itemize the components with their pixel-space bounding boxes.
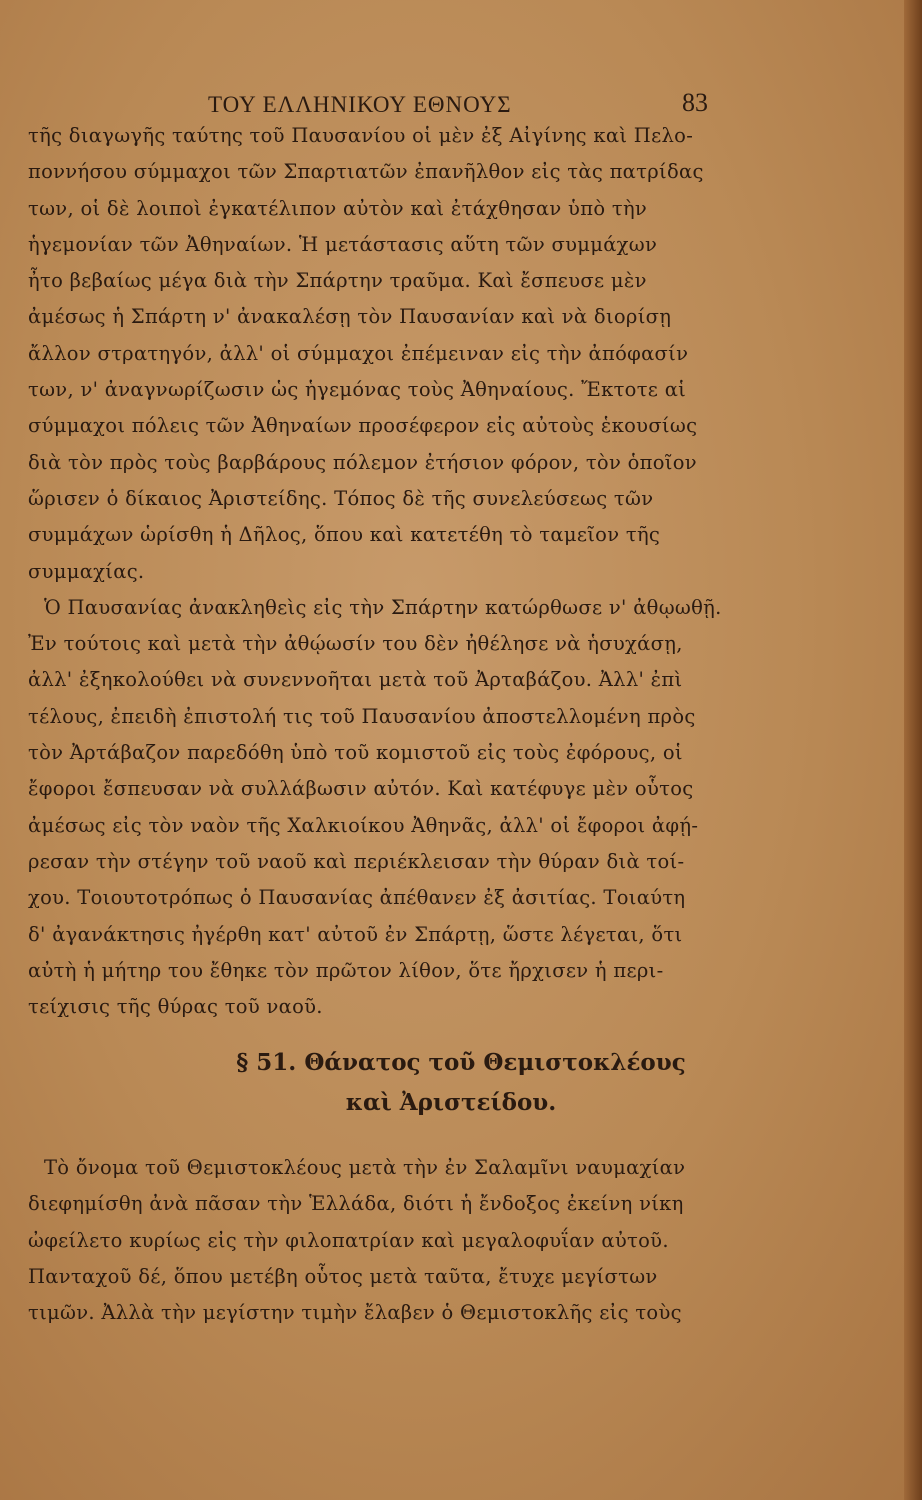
text-line: ἄλλον στρατηγόν, ἀλλ' οἱ σύμμαχοι ἐπέμειναν εἰς τὴν ἀπόφασίν [28,341,689,365]
text-line: ποννήσου σύμμαχοι τῶν Σπαρτιατῶν ἐπανῆλθον εἰς τὰς πατρίδας [28,160,704,184]
text-line: ἡγεμονίαν τῶν Ἀθηναίων. Ἡ μετάστασις αὕτη τῶν συμμάχων [28,232,658,256]
text-line: σύμμαχοι πόλεις τῶν Ἀθηναίων προσέφερον εἰς αὐτοὺς ἑκουσίως [28,414,698,438]
text-line: τὸν Ἀρτάβαζον παρεδόθη ὑπὸ τοῦ κομιστοῦ εἰς τοὺς ἐφόρους, οἱ [28,741,683,765]
text-line: διὰ τὸν πρὸς τοὺς βαρβάρους πόλεμον ἐτήσιον φόρον, τὸν ὁποῖον [28,450,697,474]
text-line: Ὁ Παυσανίας ἀνακληθεὶς εἰς τὴν Σπάρτην κατώρθωσε ν' ἀθῳωθῇ. [44,595,722,619]
text-line: Πανταχοῦ δέ, ὅπου μετέβη οὗτος μετὰ ταῦτα, ἔτυχε μεγίστων [28,1264,658,1288]
text-line: Τὸ ὄνομα τοῦ Θεμιστοκλέους μετὰ τὴν ἐν Σαλαμῖνι ναυμαχίαν [44,1156,686,1179]
page-edge [904,0,922,1500]
text-line: τέλους, ἐπειδὴ ἐπιστολή τις τοῦ Παυσανίου ἀποστελλομένη πρὸς [28,704,696,728]
text-line: ἦτο βεβαίως μέγα διὰ τὴν Σπάρτην τραῦμα. Καὶ ἔσπευσε μὲν [28,269,647,293]
text-line: ὥρισεν ὁ δίκαιος Ἀριστείδης. Τόπος δὲ τῆς συνελεύσεως τῶν [28,486,654,510]
section-heading-line2: καὶ Ἀριστείδου. [345,1089,557,1116]
text-line: ὠφείλετο κυρίως εἰς τὴν φιλοπατρίαν καὶ μεγαλοφυΐαν αὐτοῦ. [28,1228,669,1252]
text-line: χου. Τοιουτοτρόπως ὁ Παυσανίας ἀπέθανεν ἐξ ἀσιτίας. Τοιαύτη [28,886,686,910]
text-line: των, οἱ δὲ λοιποὶ ἐγκατέλιπον αὐτὸν καὶ ἐτάχθησαν ὑπὸ τὴν [28,196,648,220]
text-line: ρεσαν τὴν στέγην τοῦ ναοῦ καὶ περιέκλεισαν τὴν θύραν διὰ τοί- [28,849,685,873]
text-line: ἀμέσως εἰς τὸν ναὸν τῆς Χαλκιοίκου Ἀθηνᾶς, ἀλλ' οἱ ἔφοροι ἀφῄ- [28,813,699,837]
body-text-bottom [28,1150,752,1331]
text-line: αὐτὴ ἡ μήτηρ του ἔθηκε τὸν πρῶτον λίθον, ὅτε ἤρχισεν ἡ περι- [28,958,664,982]
page-number: 83 [682,88,708,117]
running-title: ΤΟΥ ΕΛΛΗΝΙΚΟΥ ΕΘΝΟΥΣ [208,92,512,117]
text-line: ἔφοροι ἔσπευσαν νὰ συλλάβωσιν αὐτόν. Καὶ κατέφυγε μὲν οὗτος [28,777,694,801]
text-line: τῆς διαγωγῆς ταύτης τοῦ Παυσανίου οἱ μὲν ἐξ Αἰγίνης καὶ Πελο- [28,124,694,147]
text-line: ἀμέσως ἡ Σπάρτη ν' ἀνακαλέσῃ τὸν Παυσανίαν καὶ νὰ διορίσῃ [28,305,672,329]
text-line: τείχισις τῆς θύρας τοῦ ναοῦ. [28,995,323,1019]
text-line: των, ν' ἀναγνωρίζωσιν ὡς ἡγεμόνας τοὺς Ἀθηναίους. Ἔκτοτε αἱ [28,378,687,402]
section-heading [0,1043,922,1123]
text-line: Ἐν τούτοις καὶ μετὰ τὴν ἀθῴωσίν του δὲν ἠθέλησε νὰ ἡσυχάσῃ, [28,632,683,656]
text-line: διεφημίσθη ἀνὰ πᾶσαν τὴν Ἑλλάδα, διότι ἡ ἔνδοξος ἐκείνη νίκη [28,1192,684,1216]
text-line: συμμαχίας. [28,559,145,583]
body-text-top [28,118,752,1025]
section-heading-line1: § 51. Θάνατος τοῦ Θεμιστοκλέους [236,1049,686,1076]
text-line: τιμῶν. Ἀλλὰ τὴν μεγίστην τιμὴν ἔλαβεν ὁ Θεμιστοκλῆς εἰς τοὺς [28,1301,682,1325]
text-line: συμμάχων ὡρίσθη ἡ Δῆλος, ὅπου καὶ κατετέθη τὸ ταμεῖον τῆς [28,523,661,547]
text-line: ἀλλ' ἐξηκολούθει νὰ συνεννοῆται μετὰ τοῦ Ἀρταβάζου. Ἀλλ' ἐπὶ [28,668,683,692]
text-line: δ' ἀγανάκτησις ἠγέρθη κατ' αὐτοῦ ἐν Σπάρτῃ, ὥστε λέγεται, ὅτι [28,922,683,946]
